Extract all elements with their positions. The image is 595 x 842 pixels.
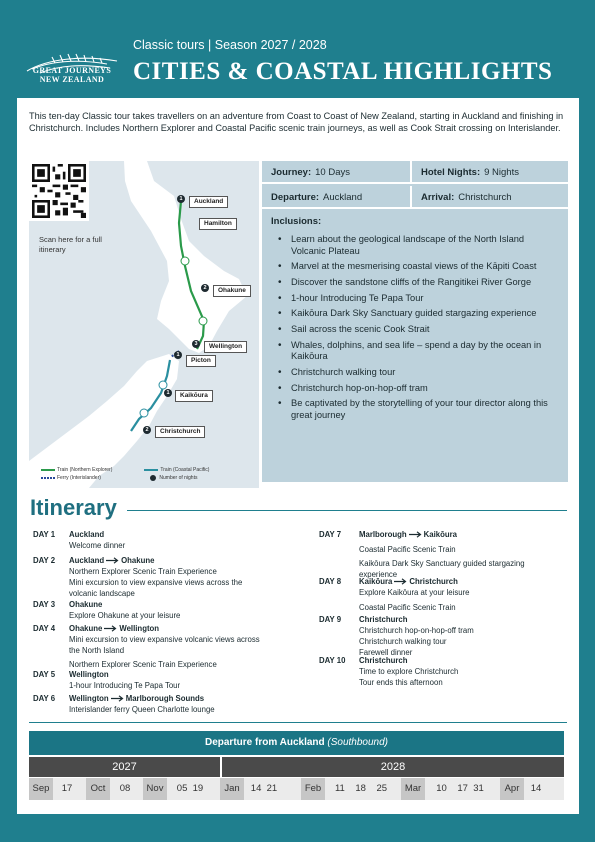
year-2028: 2028	[222, 757, 564, 777]
arrow-right-icon	[104, 556, 121, 565]
arrow-right-icon	[392, 577, 409, 586]
day-detail: Time to explore Christchurch	[359, 667, 459, 676]
itinerary-heading: Itinerary	[30, 495, 117, 520]
legend-nights-label: Number of nights	[159, 475, 198, 481]
arrival-label: Arrival:	[421, 192, 455, 203]
day-label: DAY 6	[33, 694, 56, 703]
header-subtitle: Classic tours | Season 2027 / 2028	[133, 38, 327, 52]
day-route	[359, 615, 559, 626]
departure-label: Departure:	[271, 192, 320, 203]
route-from: Auckland	[69, 530, 105, 539]
brand-line-2: NEW ZEALAND	[39, 75, 105, 84]
legend-nights-swatch	[150, 475, 156, 481]
journey-value: 10 Days	[315, 167, 350, 178]
route-from: Wellington	[69, 670, 109, 679]
route-marker-3	[159, 381, 167, 389]
nights-badge-kaikoura: 1	[164, 389, 172, 397]
day-content	[359, 577, 559, 613]
route-from: Christchurch	[359, 656, 408, 665]
day-content	[359, 615, 559, 659]
month-mar: Mar	[401, 778, 425, 800]
route-from: Wellington	[69, 694, 109, 703]
year-2027: 2027	[29, 757, 220, 777]
day-route	[359, 577, 559, 588]
inclusions-list	[276, 234, 561, 426]
inclusion-item: • Whales, dolphins, and sea life – spend a day by the ocean in Kaikōura	[276, 340, 561, 363]
day-detail: Mini excursion to view expansive views across the volcanic landscape	[69, 578, 243, 598]
day-detail: Coastal Pacific Scenic Train	[359, 602, 456, 612]
arrow-right-icon	[407, 530, 424, 539]
route-from: Auckland	[69, 556, 105, 565]
inclusion-item: • Christchurch hop-on-hop-off tram	[276, 383, 561, 395]
day-label: DAY 8	[319, 577, 342, 586]
day-detail: Explore Ohakune at your leisure	[69, 611, 181, 620]
departure-row	[262, 186, 412, 209]
city-label-picton: Picton	[186, 355, 216, 367]
fern-logo-icon	[22, 34, 122, 94]
qr-code-icon[interactable]	[29, 161, 89, 221]
inclusion-item: • 1-hour Introducing Te Papa Tour	[276, 293, 561, 305]
day-content	[69, 694, 269, 716]
day-detail: Tour ends this afternoon	[359, 678, 443, 687]
month-sep: Sep	[29, 778, 53, 800]
legend-coastal-swatch	[144, 469, 158, 471]
section-divider	[29, 722, 567, 723]
day-route	[69, 600, 269, 611]
tour-info-box	[262, 161, 568, 482]
day-detail: Christchurch hop-on-hop-off tram	[359, 626, 474, 635]
brand-name	[20, 66, 124, 84]
map-legend	[41, 466, 209, 482]
inclusion-item: • Learn about the geological landscape of the North Island Volcanic Plateau	[276, 234, 561, 257]
day-content	[359, 656, 559, 689]
day-route	[69, 556, 269, 567]
legend-ferry-swatch	[41, 477, 55, 479]
city-label-ohakune: Ohakune	[213, 285, 251, 297]
dates-nov[interactable]: 05 19	[176, 783, 204, 794]
day-detail: Interislander ferry Queen Charlotte lounge	[69, 705, 215, 714]
departures-header	[29, 731, 564, 755]
city-label-kaikoura: Kaikōura	[175, 390, 213, 402]
day-label: DAY 7	[319, 530, 342, 539]
day-content	[69, 624, 269, 671]
hotel-nights-label: Hotel Nights:	[421, 167, 481, 178]
route-to: Kaikōura	[423, 530, 458, 539]
inclusion-item: • Sail across the scenic Cook Strait	[276, 324, 561, 336]
dates-sep[interactable]: 17	[61, 783, 73, 794]
dates-jan[interactable]: 14 21	[250, 783, 278, 794]
dates-oct[interactable]: 08	[119, 783, 131, 794]
day-label: DAY 3	[33, 600, 56, 609]
hotel-nights-value: 9 Nights	[484, 167, 519, 178]
route-to: Ohakune	[121, 556, 155, 565]
day-detail: Welcome dinner	[69, 541, 126, 550]
route-to: Wellington	[119, 624, 160, 633]
day-content	[69, 600, 269, 622]
departure-dates-row	[29, 778, 564, 800]
month-nov: Nov	[143, 778, 167, 800]
day-content	[69, 530, 269, 552]
departure-value: Auckland	[323, 192, 363, 203]
day-detail: Coastal Pacific Scenic Train	[359, 544, 456, 554]
day-content	[69, 670, 269, 692]
nights-badge-ohakune: 2	[201, 284, 209, 292]
day-detail: Northern Explorer Scenic Train Experience	[69, 660, 217, 669]
route-from: Marlborough	[359, 530, 407, 539]
day-label: DAY 10	[319, 656, 346, 665]
arrival-value: Christchurch	[458, 192, 512, 203]
page-title: CITIES & COASTAL HIGHLIGHTS	[133, 58, 553, 85]
route-marker-1	[181, 257, 189, 265]
route-from: Ohakune	[69, 600, 103, 609]
day-detail: Christchurch walking tour	[359, 637, 447, 646]
dates-feb[interactable]: 11 18 25	[334, 783, 388, 794]
inclusion-item: • Discover the sandstone cliffs of the Rangitikei River Gorge	[276, 277, 561, 289]
day-content	[359, 530, 559, 580]
route-marker-2	[199, 317, 207, 325]
route-marker-4	[140, 409, 148, 417]
legend-ferry-label: Ferry (Interislander)	[57, 475, 101, 481]
legend-north-label: Train (Northern Explorer)	[57, 467, 113, 473]
nights-badge-picton: 1	[174, 351, 182, 359]
route-to: Christchurch	[409, 577, 458, 586]
day-content	[69, 556, 269, 599]
month-apr: Apr	[500, 778, 524, 800]
dates-mar[interactable]: 10 17 31	[436, 783, 484, 794]
journey-label: Journey:	[271, 167, 312, 178]
departures-title: Departure from Auckland	[204, 737, 325, 748]
dates-apr[interactable]: 14	[530, 783, 542, 794]
day-detail: Farewell dinner	[359, 648, 413, 657]
day-route	[359, 656, 559, 667]
nights-badge-christchurch: 2	[143, 426, 151, 434]
departures-direction: (Southbound)	[327, 737, 389, 748]
itinerary-divider	[127, 510, 567, 511]
city-label-wellington: Wellington	[204, 341, 247, 353]
month-jan: Jan	[220, 778, 244, 800]
inclusion-item: • Christchurch walking tour	[276, 367, 561, 379]
inclusion-item: • Marvel at the mesmerising coastal views of the Kāpiti Coast	[276, 261, 561, 273]
arrow-right-icon	[102, 624, 119, 633]
scan-instruction: Scan here for a full itinerary	[39, 235, 102, 254]
day-label: DAY 4	[33, 624, 56, 633]
day-detail: Kaikōura Dark Sky Sanctuary guided stargazing experience	[359, 559, 525, 579]
journey-row	[262, 161, 412, 184]
route-from: Kaikōura	[359, 577, 393, 586]
content-panel	[17, 98, 579, 814]
nights-badge-wellington: 3	[192, 340, 200, 348]
city-label-christchurch: Christchurch	[155, 426, 205, 438]
month-oct: Oct	[86, 778, 110, 800]
day-detail: 1-hour Introducing Te Papa Tour	[69, 681, 181, 690]
day-route	[69, 670, 269, 681]
route-to: Marlborough Sounds	[125, 694, 205, 703]
day-label: DAY 9	[319, 615, 342, 624]
route-map	[29, 161, 259, 488]
legend-coastal-label: Train (Coastal Pacific)	[160, 467, 210, 473]
hotel-nights-row	[412, 161, 568, 184]
day-route	[69, 624, 269, 635]
inclusion-item: • Kaikōura Dark Sky Sanctuary guided stargazing experience	[276, 308, 561, 320]
day-detail: Explore Kaikōura at your leisure	[359, 588, 470, 597]
route-from: Christchurch	[359, 615, 408, 624]
day-detail: Northern Explorer Scenic Train Experience	[69, 567, 217, 576]
day-route	[69, 530, 269, 541]
month-feb: Feb	[301, 778, 325, 800]
nights-badge-auckland: 1	[177, 195, 185, 203]
brand-line-1: GREAT JOURNEYS	[32, 66, 112, 75]
city-label-auckland: Auckland	[189, 196, 228, 208]
route-from: Ohakune	[69, 624, 103, 633]
legend-north-swatch	[41, 469, 55, 471]
arrival-row	[412, 186, 568, 209]
day-label: DAY 1	[33, 530, 56, 539]
inclusion-item: • Be captivated by the storytelling of your tour director along this great journey	[276, 398, 561, 421]
intro-text: This ten-day Classic tour takes travellers on an adventure from Coast to Coast of New Zealand, starting in Auckland and finishing in Christchurch. Includes Northern Explorer and Coastal Pacific scenic train journeys, as well as Cook Strait crossing on Interislander.	[29, 111, 564, 134]
arrow-right-icon	[109, 694, 126, 703]
day-route	[69, 694, 269, 705]
inclusions-heading: Inclusions:	[271, 216, 322, 227]
city-label-hamilton: Hamilton	[199, 218, 237, 230]
day-label: DAY 5	[33, 670, 56, 679]
day-route	[359, 530, 559, 541]
day-detail: Mini excursion to view expansive volcanic views across the North Island	[69, 635, 260, 655]
day-label: DAY 2	[33, 556, 56, 565]
